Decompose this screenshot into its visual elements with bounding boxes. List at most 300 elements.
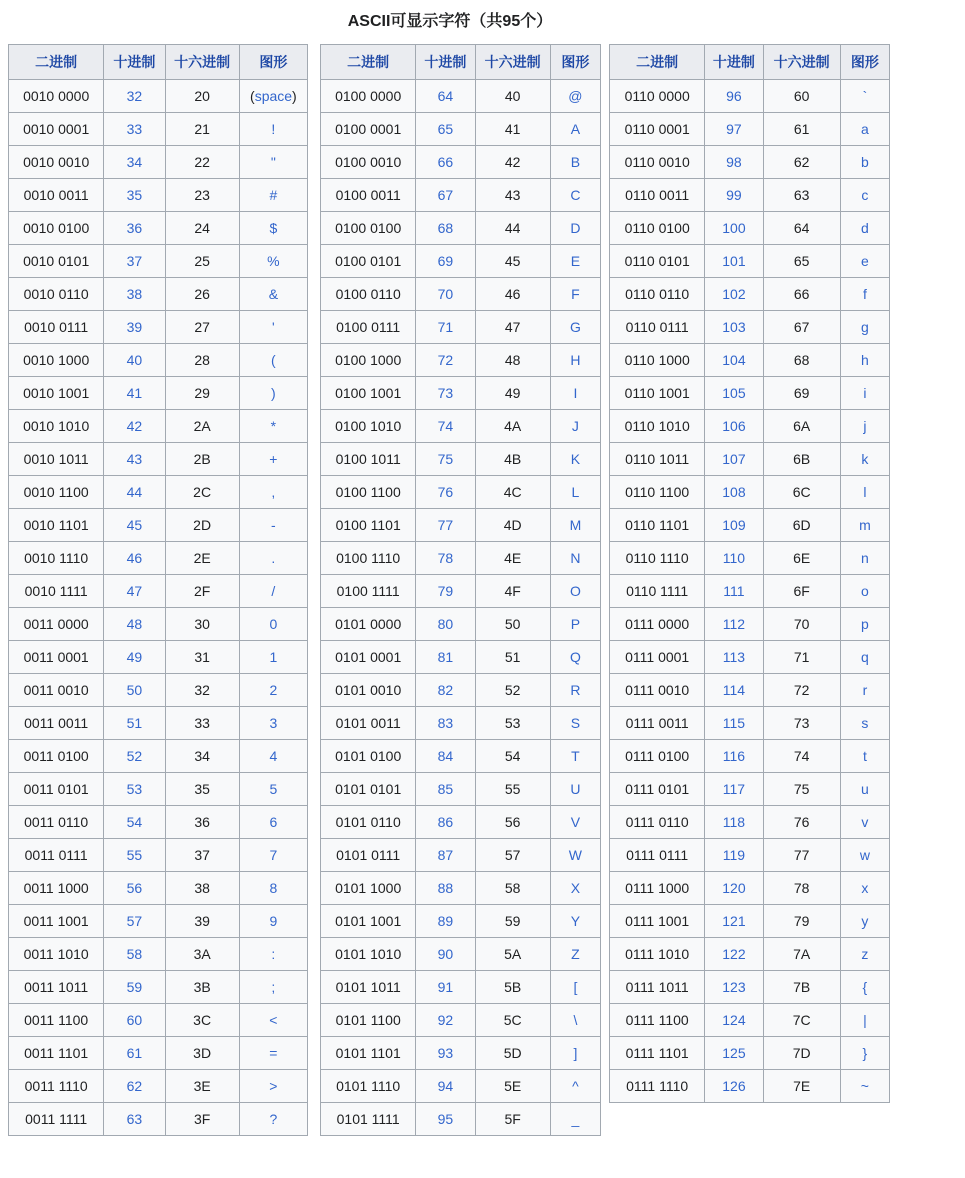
glyph-link[interactable]: 5 (269, 781, 278, 797)
glyph-cell (239, 707, 307, 740)
hex-cell: 55 (475, 773, 550, 806)
glyph-link[interactable]: ^ (572, 1078, 579, 1094)
decimal-link[interactable]: 43 (126, 451, 143, 467)
glyph-link[interactable]: 7 (269, 847, 278, 863)
glyph-link[interactable]: T (571, 748, 580, 764)
glyph-link[interactable]: g (861, 319, 869, 335)
table-row (9, 707, 308, 740)
hex-cell: 28 (165, 344, 239, 377)
table-row (610, 146, 890, 179)
hex-cell: 58 (475, 872, 550, 905)
glyph-cell (550, 410, 600, 443)
column-header-glyph[interactable]: 图形 (550, 45, 600, 80)
decimal-link[interactable]: 32 (126, 88, 143, 104)
glyph-link[interactable]: 2 (269, 682, 278, 698)
glyph-link[interactable]: < (269, 1012, 278, 1028)
decimal-link[interactable]: 94 (437, 1078, 454, 1094)
decimal-link[interactable]: 39 (126, 319, 143, 335)
glyph-link[interactable]: w (859, 847, 870, 863)
decimal-link[interactable]: 89 (437, 913, 454, 929)
decimal-link[interactable]: 62 (126, 1078, 143, 1094)
glyph-cell (840, 179, 889, 212)
glyph-link[interactable]: M (569, 517, 582, 533)
decimal-link[interactable]: 75 (437, 451, 454, 467)
table-row (321, 179, 601, 212)
glyph-link[interactable]: E (570, 253, 581, 269)
glyph-link[interactable]: ; (271, 979, 276, 995)
decimal-link[interactable]: 52 (126, 748, 143, 764)
hex-cell: 27 (165, 311, 239, 344)
glyph-cell (550, 1037, 600, 1070)
table-row (610, 971, 890, 1004)
glyph-link[interactable]: C (570, 187, 581, 203)
decimal-link[interactable]: 61 (126, 1045, 143, 1061)
glyph-link[interactable]: $ (269, 220, 278, 236)
decimal-link[interactable]: 110 (722, 550, 746, 566)
glyph-link[interactable]: ] (573, 1045, 578, 1061)
hex-cell: 36 (165, 806, 239, 839)
decimal-cell (416, 509, 475, 542)
decimal-link[interactable]: 96 (726, 88, 742, 104)
decimal-link[interactable]: 45 (126, 517, 143, 533)
decimal-link[interactable]: 119 (722, 847, 746, 863)
glyph-link[interactable]: G (569, 319, 581, 335)
table-row (9, 674, 308, 707)
table-row (321, 806, 601, 839)
decimal-cell (104, 212, 165, 245)
binary-cell: 0110 0011 (610, 179, 705, 212)
glyph-paren-close: ) (292, 88, 297, 104)
glyph-link[interactable]: ) (271, 385, 276, 401)
glyph-link[interactable]: i (863, 385, 867, 401)
column-header-hex[interactable]: 十六进制 (475, 45, 550, 80)
decimal-link[interactable]: 53 (126, 781, 143, 797)
glyph-link[interactable]: o (861, 583, 869, 599)
glyph-link[interactable]: F (571, 286, 580, 302)
decimal-cell (104, 80, 165, 113)
glyph-link[interactable]: 4 (269, 748, 278, 764)
decimal-link[interactable]: 92 (437, 1012, 454, 1028)
decimal-link[interactable]: 115 (722, 715, 746, 731)
glyph-link[interactable]: + (269, 451, 278, 467)
binary-cell: 0011 1110 (9, 1070, 104, 1103)
decimal-link[interactable]: 93 (437, 1045, 454, 1061)
decimal-link[interactable]: 41 (126, 385, 143, 401)
column-header-binary[interactable]: 二进制 (9, 45, 104, 80)
glyph-link[interactable]: L (571, 484, 580, 500)
decimal-link[interactable]: 86 (437, 814, 454, 830)
column-header-decimal[interactable]: 十进制 (705, 45, 763, 80)
decimal-link[interactable]: 67 (437, 187, 454, 203)
decimal-link[interactable]: 126 (722, 1078, 746, 1094)
binary-cell: 0111 1100 (610, 1004, 705, 1037)
glyph-link[interactable]: 1 (269, 649, 278, 665)
decimal-link[interactable]: 99 (726, 187, 742, 203)
decimal-cell (416, 740, 475, 773)
decimal-link[interactable]: 111 (723, 583, 745, 599)
decimal-cell (705, 641, 763, 674)
decimal-link[interactable]: 44 (126, 484, 143, 500)
decimal-link[interactable]: 48 (126, 616, 143, 632)
table-row (610, 674, 890, 707)
table-row (321, 674, 601, 707)
glyph-link[interactable]: r (862, 682, 868, 698)
table-row (9, 938, 308, 971)
column-header-glyph[interactable]: 图形 (239, 45, 307, 80)
glyph-link[interactable]: @ (568, 88, 583, 104)
glyph-link[interactable]: ( (271, 352, 276, 368)
decimal-link[interactable]: 60 (126, 1012, 143, 1028)
glyph-link[interactable]: P (570, 616, 581, 632)
decimal-link[interactable]: 107 (722, 451, 746, 467)
decimal-link[interactable]: 108 (722, 484, 746, 500)
glyph-link[interactable]: z (861, 946, 869, 962)
column-header-binary[interactable]: 二进制 (610, 45, 705, 80)
decimal-link[interactable]: 121 (722, 913, 746, 929)
decimal-link[interactable]: 34 (126, 154, 143, 170)
decimal-link[interactable]: 78 (437, 550, 454, 566)
binary-cell: 0110 1110 (610, 542, 705, 575)
hex-cell: 7A (763, 938, 840, 971)
decimal-link[interactable]: 90 (437, 946, 454, 962)
ascii-table-96-126 (609, 44, 890, 1103)
binary-cell: 0101 0101 (321, 773, 416, 806)
decimal-link[interactable]: 124 (722, 1012, 746, 1028)
decimal-link[interactable]: 51 (126, 715, 143, 731)
binary-cell: 0111 0110 (610, 806, 705, 839)
binary-cell: 0100 1100 (321, 476, 416, 509)
glyph-link[interactable]: m (859, 517, 871, 533)
decimal-link[interactable]: 73 (437, 385, 454, 401)
glyph-link[interactable]: X (570, 880, 581, 896)
column-header-binary[interactable]: 二进制 (321, 45, 416, 80)
glyph-cell (550, 212, 600, 245)
decimal-link[interactable]: 87 (437, 847, 454, 863)
table-row (9, 806, 308, 839)
decimal-link[interactable]: 36 (126, 220, 143, 236)
decimal-link[interactable]: 49 (126, 649, 143, 665)
decimal-link[interactable]: 101 (722, 253, 746, 269)
decimal-link[interactable]: 68 (437, 220, 454, 236)
decimal-link[interactable]: 64 (437, 88, 454, 104)
glyph-link[interactable]: space (254, 88, 293, 104)
column-header-glyph[interactable]: 图形 (840, 45, 889, 80)
decimal-link[interactable]: 118 (722, 814, 746, 830)
decimal-link[interactable]: 95 (437, 1111, 454, 1127)
glyph-link[interactable]: y (861, 913, 869, 929)
glyph-link[interactable]: a (861, 121, 869, 137)
glyph-link[interactable]: : (271, 946, 276, 962)
decimal-link[interactable]: 106 (722, 418, 746, 434)
table-row (321, 608, 601, 641)
glyph-link[interactable]: , (271, 484, 276, 500)
table-row (610, 575, 890, 608)
decimal-cell (416, 1037, 475, 1070)
decimal-link[interactable]: 98 (726, 154, 742, 170)
decimal-link[interactable]: 84 (437, 748, 454, 764)
decimal-link[interactable]: 46 (126, 550, 143, 566)
glyph-link[interactable]: Q (569, 649, 581, 665)
glyph-link[interactable]: D (570, 220, 581, 236)
decimal-link[interactable]: 113 (722, 649, 746, 665)
glyph-link[interactable]: . (271, 550, 276, 566)
glyph-link[interactable]: j (863, 418, 867, 434)
header-row (9, 45, 308, 80)
glyph-link[interactable]: v (861, 814, 869, 830)
decimal-cell (705, 212, 763, 245)
hex-cell: 2F (165, 575, 239, 608)
decimal-cell (416, 212, 475, 245)
binary-cell: 0101 0010 (321, 674, 416, 707)
decimal-cell (104, 245, 165, 278)
decimal-link[interactable]: 47 (126, 583, 143, 599)
hex-cell: 37 (165, 839, 239, 872)
glyph-link[interactable]: u (861, 781, 869, 797)
table-row (9, 1070, 308, 1103)
decimal-link[interactable]: 76 (437, 484, 454, 500)
glyph-link[interactable]: } (862, 1045, 868, 1061)
glyph-link[interactable]: l (863, 484, 867, 500)
glyph-link[interactable]: K (570, 451, 581, 467)
glyph-link[interactable]: c (861, 187, 869, 203)
glyph-link[interactable]: s (861, 715, 869, 731)
column-header-hex[interactable]: 十六进制 (763, 45, 840, 80)
glyph-link[interactable]: ? (269, 1111, 278, 1127)
glyph-link[interactable]: k (861, 451, 869, 467)
glyph-cell (239, 773, 307, 806)
decimal-link[interactable]: 56 (126, 880, 143, 896)
decimal-link[interactable]: 114 (722, 682, 746, 698)
table-row (9, 113, 308, 146)
glyph-link[interactable]: V (570, 814, 581, 830)
column-header-hex[interactable]: 十六进制 (165, 45, 239, 80)
decimal-link[interactable]: 54 (126, 814, 143, 830)
glyph-link[interactable]: q (861, 649, 869, 665)
glyph-cell (239, 245, 307, 278)
decimal-cell (705, 113, 763, 146)
decimal-link[interactable]: 112 (722, 616, 746, 632)
decimal-link[interactable]: 71 (437, 319, 454, 335)
decimal-link[interactable]: 77 (437, 517, 454, 533)
hex-cell: 24 (165, 212, 239, 245)
decimal-link[interactable]: 123 (722, 979, 746, 995)
decimal-link[interactable]: 104 (722, 352, 746, 368)
decimal-link[interactable]: 37 (126, 253, 143, 269)
column-header-decimal[interactable]: 十进制 (104, 45, 165, 80)
glyph-link[interactable]: b (861, 154, 869, 170)
hex-cell: 64 (763, 212, 840, 245)
glyph-link[interactable]: ! (271, 121, 276, 137)
decimal-cell (104, 410, 165, 443)
hex-cell: 35 (165, 773, 239, 806)
hex-cell: 79 (763, 905, 840, 938)
decimal-cell (705, 575, 763, 608)
glyph-link[interactable]: p (861, 616, 869, 632)
glyph-link[interactable]: I (573, 385, 578, 401)
decimal-link[interactable]: 97 (726, 121, 742, 137)
glyph-cell (550, 773, 600, 806)
hex-cell: 2A (165, 410, 239, 443)
glyph-link[interactable]: R (570, 682, 581, 698)
decimal-link[interactable]: 125 (722, 1045, 746, 1061)
glyph-link[interactable]: Z (571, 946, 580, 962)
table-row (321, 410, 601, 443)
glyph-link[interactable]: ` (862, 88, 868, 104)
glyph-cell (550, 278, 600, 311)
decimal-link[interactable]: 35 (126, 187, 143, 203)
decimal-link[interactable]: 42 (126, 418, 143, 434)
decimal-link[interactable]: 74 (437, 418, 454, 434)
decimal-link[interactable]: 50 (126, 682, 143, 698)
decimal-link[interactable]: 109 (722, 517, 746, 533)
glyph-link[interactable]: [ (573, 979, 578, 995)
decimal-link[interactable]: 69 (437, 253, 454, 269)
decimal-link[interactable]: 116 (722, 748, 746, 764)
decimal-link[interactable]: 120 (722, 880, 746, 896)
glyph-link[interactable]: f (862, 286, 867, 302)
glyph-link[interactable]: S (570, 715, 581, 731)
glyph-cell (550, 806, 600, 839)
glyph-link[interactable]: e (861, 253, 869, 269)
decimal-link[interactable]: 81 (437, 649, 454, 665)
binary-cell: 0010 1110 (9, 542, 104, 575)
glyph-link[interactable]: 8 (269, 880, 278, 896)
glyph-link[interactable]: > (269, 1078, 278, 1094)
decimal-cell (104, 278, 165, 311)
glyph-link[interactable]: J (571, 418, 579, 434)
glyph-cell (550, 872, 600, 905)
glyph-cell (239, 872, 307, 905)
decimal-link[interactable]: 82 (437, 682, 454, 698)
glyph-link[interactable]: ' (272, 319, 275, 335)
glyph-link[interactable]: 9 (269, 913, 278, 929)
glyph-cell (239, 905, 307, 938)
glyph-link[interactable]: O (569, 583, 581, 599)
decimal-cell (705, 377, 763, 410)
glyph-cell (239, 509, 307, 542)
table-row (610, 872, 890, 905)
glyph-cell (239, 344, 307, 377)
binary-cell: 0011 0011 (9, 707, 104, 740)
decimal-link[interactable]: 85 (437, 781, 454, 797)
decimal-link[interactable]: 103 (722, 319, 746, 335)
glyph-link[interactable]: A (570, 121, 581, 137)
decimal-link[interactable]: 102 (722, 286, 746, 302)
glyph-link[interactable]: n (861, 550, 869, 566)
hex-cell: 67 (763, 311, 840, 344)
decimal-link[interactable]: 117 (722, 781, 746, 797)
decimal-link[interactable]: 88 (437, 880, 454, 896)
column-header-decimal[interactable]: 十进制 (416, 45, 475, 80)
decimal-link[interactable]: 79 (437, 583, 454, 599)
glyph-link[interactable]: H (570, 352, 581, 368)
glyph-link[interactable]: 6 (269, 814, 278, 830)
decimal-link[interactable]: 70 (437, 286, 454, 302)
table-row (9, 80, 308, 113)
decimal-link[interactable]: 122 (722, 946, 746, 962)
decimal-link[interactable]: 100 (722, 220, 746, 236)
glyph-link[interactable]: # (269, 187, 278, 203)
decimal-cell (416, 113, 475, 146)
binary-cell: 0111 1011 (610, 971, 705, 1004)
glyph-link[interactable]: x (861, 880, 869, 896)
glyph-link[interactable]: 3 (269, 715, 278, 731)
table-row (9, 542, 308, 575)
decimal-link[interactable]: 105 (722, 385, 746, 401)
decimal-link[interactable]: 40 (126, 352, 143, 368)
binary-cell: 0100 0101 (321, 245, 416, 278)
decimal-link[interactable]: 66 (437, 154, 454, 170)
glyph-link[interactable]: W (568, 847, 582, 863)
decimal-link[interactable]: 80 (437, 616, 454, 632)
glyph-link[interactable]: % (267, 253, 280, 269)
decimal-cell (416, 1103, 475, 1136)
decimal-cell (416, 905, 475, 938)
binary-cell: 0110 0100 (610, 212, 705, 245)
decimal-link[interactable]: 57 (126, 913, 143, 929)
glyph-link[interactable]: Y (570, 913, 581, 929)
decimal-cell (104, 179, 165, 212)
decimal-link[interactable]: 33 (126, 121, 143, 137)
glyph-link[interactable]: * (270, 418, 277, 434)
glyph-link[interactable]: d (861, 220, 869, 236)
decimal-link[interactable]: 91 (437, 979, 454, 995)
glyph-link[interactable]: \ (573, 1012, 578, 1028)
table-row (9, 641, 308, 674)
decimal-link[interactable]: 58 (126, 946, 143, 962)
glyph-link[interactable]: / (271, 583, 276, 599)
glyph-cell (840, 1004, 889, 1037)
glyph-link[interactable]: | (863, 1012, 867, 1028)
glyph-link[interactable]: " (270, 154, 276, 170)
glyph-link[interactable]: U (570, 781, 581, 797)
glyph-link[interactable]: & (268, 286, 279, 302)
decimal-cell (416, 608, 475, 641)
glyph-link[interactable]: - (271, 517, 276, 533)
decimal-link[interactable]: 38 (126, 286, 143, 302)
glyph-link[interactable]: = (269, 1045, 278, 1061)
decimal-cell (705, 344, 763, 377)
table-row (321, 707, 601, 740)
decimal-link[interactable]: 55 (126, 847, 143, 863)
glyph-link[interactable]: ~ (860, 1078, 869, 1094)
hex-cell: 45 (475, 245, 550, 278)
glyph-link[interactable]: { (862, 979, 868, 995)
table-row (321, 80, 601, 113)
glyph-link[interactable]: N (570, 550, 581, 566)
hex-cell: 77 (763, 839, 840, 872)
decimal-link[interactable]: 83 (437, 715, 454, 731)
decimal-cell (705, 707, 763, 740)
glyph-link[interactable]: 0 (269, 616, 278, 632)
glyph-link[interactable]: t (862, 748, 867, 764)
glyph-link[interactable]: B (570, 154, 581, 170)
table-row (610, 377, 890, 410)
glyph-link[interactable]: h (861, 352, 869, 368)
decimal-cell (416, 773, 475, 806)
hex-cell: 76 (763, 806, 840, 839)
hex-cell: 7B (763, 971, 840, 1004)
binary-cell: 0110 1101 (610, 509, 705, 542)
decimal-link[interactable]: 72 (437, 352, 454, 368)
glyph-link[interactable]: _ (571, 1111, 580, 1127)
glyph-cell (239, 608, 307, 641)
decimal-link[interactable]: 65 (437, 121, 454, 137)
hex-cell: 3D (165, 1037, 239, 1070)
glyph-cell (239, 1004, 307, 1037)
decimal-link[interactable]: 63 (126, 1111, 143, 1127)
decimal-link[interactable]: 59 (126, 979, 143, 995)
